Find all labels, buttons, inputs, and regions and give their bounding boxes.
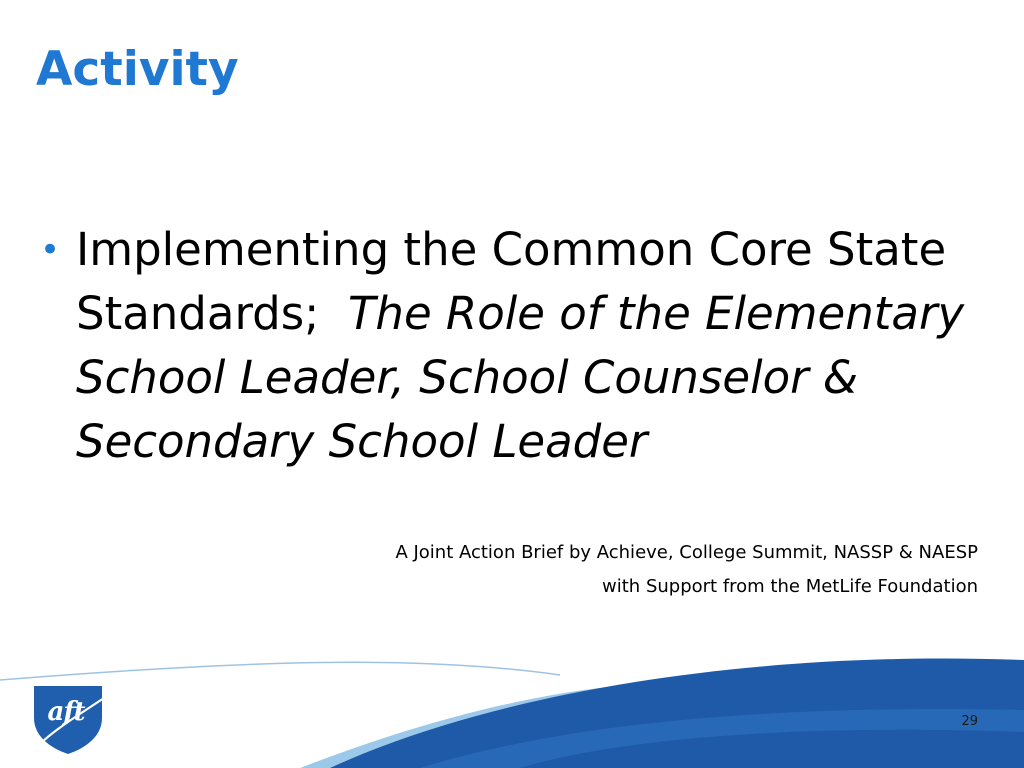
bullet-dot-icon: • [40, 230, 61, 270]
swoosh-thin-line [0, 662, 560, 680]
page-number: 29 [961, 714, 978, 729]
bullet-item [40, 218, 1000, 474]
credit-line-1: A Joint Action Brief by Achieve, College Summit, NASSP & NAESP [395, 542, 978, 563]
slide-title: Activity [36, 42, 239, 97]
bullet-text-italic: The Role of the Elementary School Leader, School Counselor & Secondary School Leader [76, 287, 965, 468]
footer-swoosh [0, 620, 1024, 768]
credit-line-2: with Support from the MetLife Foundation [602, 576, 978, 597]
logo-text: aft [47, 697, 85, 727]
bullet-text [76, 218, 1000, 474]
bullet-text-normal: Implementing the Common Core State Standards; [76, 223, 947, 340]
